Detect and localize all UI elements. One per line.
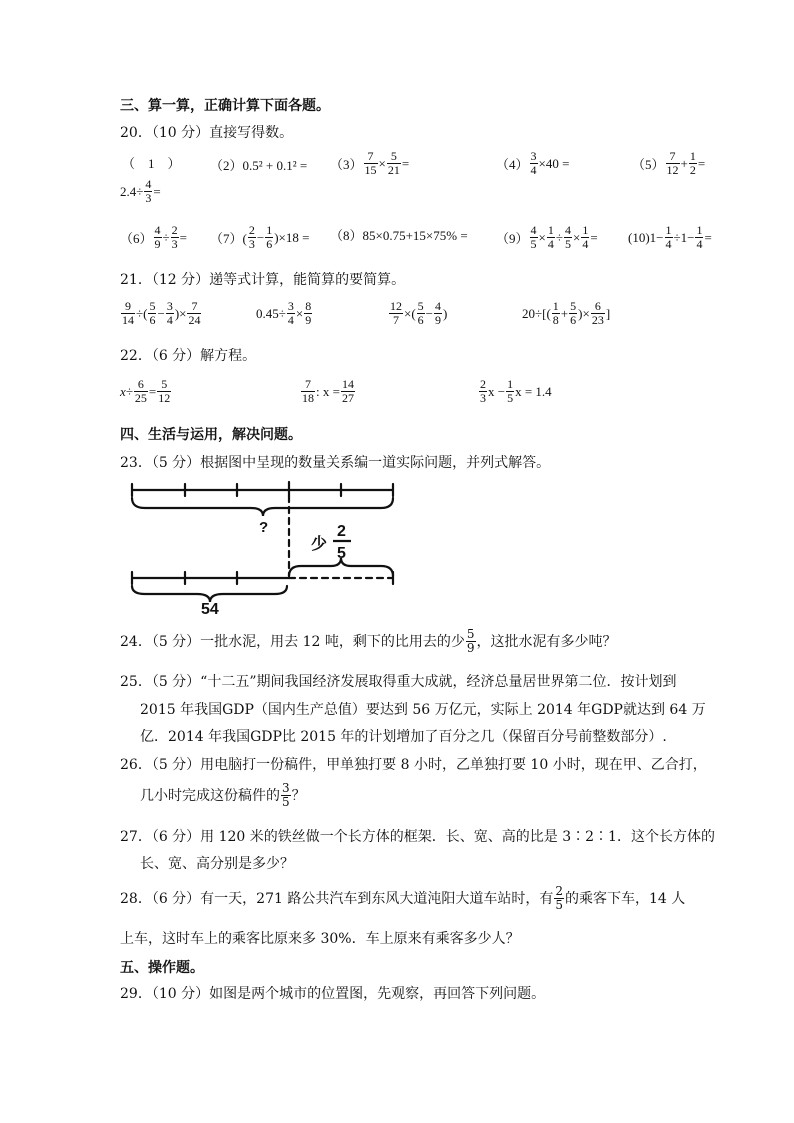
- fraction: $\frac{3}{4}$: [166, 299, 173, 327]
- q25-line2: 2015 年我国GDP（国内生产总值）要达到 56 万亿元，实际上 2014 年GDP就达到 64 万: [140, 702, 706, 718]
- label: （8）: [330, 228, 363, 243]
- label: （5）: [632, 157, 665, 172]
- label: （7）(: [210, 231, 247, 246]
- fraction: $\frac{4}{3}$: [145, 177, 152, 205]
- fraction: $\frac{7}{24}$: [188, 299, 201, 327]
- operator: =: [148, 383, 157, 399]
- operator: ×(: [404, 305, 416, 321]
- q23-question-mark: ?: [259, 519, 269, 536]
- label: （4）: [496, 157, 529, 172]
- q20-item1-label: （ 1 ）: [122, 156, 181, 171]
- equals: =: [179, 229, 187, 245]
- prefix: 0.45÷: [256, 305, 286, 321]
- q24-text-end: ，这批水泥有多少吨？: [476, 633, 617, 650]
- q27-line1: 27．（6 分）用 120 米的铁丝做一个长方体的框架．长、宽、高的比是 3∶2∶1．这个长方体的: [120, 829, 715, 845]
- q27-line2: 长、宽、高分别是多少？: [140, 856, 294, 872]
- q20-header: 20．（10 分）直接写得数。: [120, 125, 294, 141]
- section-3-title: 三、算一算，正确计算下面各题。: [120, 98, 330, 114]
- fraction: $\frac{1}{4}$: [665, 223, 672, 251]
- q22-eq1: [120, 378, 172, 405]
- q24: [120, 628, 617, 655]
- q20-item8: [330, 225, 468, 244]
- fraction: $\frac{2}{3}$: [248, 223, 255, 251]
- prefix: x÷: [120, 383, 133, 399]
- fraction: $\frac{1}{2}$: [689, 149, 696, 177]
- q23-header: 23．（5 分）根据图中呈现的数量关系编一道实际问题，并列式解答。: [120, 455, 551, 471]
- equals: =: [697, 155, 706, 171]
- equals: =: [704, 229, 712, 245]
- prefix: 20÷[(: [522, 305, 551, 321]
- q23-less-label: 少: [311, 534, 328, 553]
- operator: ×: [295, 305, 304, 321]
- label: (10)1−: [628, 229, 664, 245]
- expression: 85×0.75+15×75% =: [362, 228, 468, 243]
- q24-text: 24．（5 分）一批水泥，用去 12 吨，剩下的比用去的少: [120, 633, 465, 650]
- label: （6）: [120, 231, 153, 246]
- fraction: $\frac{5}{12}$: [158, 377, 171, 405]
- fraction: $\frac{4}{5}$: [530, 223, 537, 251]
- fraction: $\frac{1}{5}$: [507, 377, 514, 405]
- q20-item4: [496, 150, 569, 177]
- equals: =: [401, 155, 410, 171]
- q22-eq2: [300, 378, 356, 405]
- fraction: $\frac{3}{4}$: [530, 149, 537, 177]
- q25-line3: 亿．2014 年我国GDP比 2015 年的计划增加了百分之几（保留百分号前整数部分）.: [140, 729, 667, 745]
- top-brace: [132, 498, 393, 516]
- operator: ]: [605, 305, 611, 321]
- q25-line1: 25．（5 分）“十二五”期间我国经济发展取得重大成就，经济总量居世界第二位．按计划到: [120, 674, 677, 690]
- q21-expr2: [256, 300, 313, 327]
- operator: ×: [573, 229, 581, 245]
- q21-header: 21．（12 分）递等式计算，能简算的要简算。: [120, 272, 406, 288]
- fraction: $\frac{7}{18}$: [302, 377, 314, 405]
- fraction: $\frac{2}{3}$: [171, 223, 178, 251]
- q26-line2: [140, 782, 306, 809]
- fraction: $\frac{12}{7}$: [390, 299, 402, 327]
- bottom-brace: [132, 586, 287, 602]
- q29-header: 29．（10 分）如图是两个城市的位置图，先观察，再回答下列问题。: [120, 986, 546, 1002]
- q20-item1-pre: 2.4÷: [120, 183, 144, 199]
- q20-item5: [632, 150, 705, 177]
- fraction: $\frac{5}{6}$: [570, 299, 577, 327]
- q22-eq3: [478, 378, 552, 405]
- q23-frac-num: 2: [337, 523, 346, 540]
- fraction: $\frac{6}{25}$: [134, 377, 147, 405]
- fraction: $\frac{5}{21}$: [387, 149, 400, 177]
- fraction: $\frac{9}{14}$: [122, 299, 134, 327]
- operator: ÷: [555, 229, 563, 245]
- fraction: $\frac{6}{23}$: [591, 299, 604, 327]
- equals: =: [153, 183, 161, 199]
- q22-header: 22．（6 分）解方程。: [120, 348, 257, 364]
- operator: : x =: [316, 383, 340, 399]
- q28-line1: [120, 885, 685, 912]
- fraction: $\frac{2}{5}$: [555, 884, 563, 912]
- fraction: $\frac{14}{27}$: [341, 377, 354, 405]
- q20-item1: [120, 178, 161, 205]
- operator: )×: [174, 305, 187, 321]
- operator: x = 1.4: [515, 383, 552, 399]
- fraction: $\frac{5}{6}$: [417, 299, 424, 327]
- q20-item6: [120, 224, 187, 251]
- operator: )×: [578, 305, 590, 321]
- q21-expr4: [522, 300, 610, 327]
- operator: −: [425, 305, 434, 321]
- operator: +: [680, 155, 688, 171]
- q20-item10: [628, 224, 712, 251]
- fraction: $\frac{2}{3}$: [480, 377, 486, 405]
- equals: =: [590, 229, 598, 245]
- operator: −: [157, 305, 165, 321]
- q20-item2-expr: 0.5² + 0.1² =: [242, 158, 308, 173]
- q28-text: 28．（6 分）有一天，271 路公共汽车到东风大道沌阳大道车站时，有: [120, 890, 554, 907]
- operator: ÷: [162, 229, 170, 245]
- q28-line2: 上车，这时车上的乘客比原来多 30%．车上原来有乘客多少人？: [120, 931, 520, 947]
- fraction: $\frac{5}{6}$: [149, 299, 156, 327]
- fraction: $\frac{8}{9}$: [305, 299, 312, 327]
- operator: +: [560, 305, 569, 321]
- operator: ×: [378, 155, 386, 171]
- label: （3）: [330, 157, 363, 172]
- q20-item9: [496, 224, 598, 251]
- operator: ÷(: [136, 305, 148, 321]
- q23-frac-den: 5: [337, 545, 346, 562]
- fraction: $\frac{1}{6}$: [266, 223, 273, 251]
- fraction: $\frac{1}{4}$: [582, 223, 589, 251]
- operator: ×: [538, 229, 546, 245]
- fraction: $\frac{4}{5}$: [565, 223, 571, 251]
- fraction: $\frac{5}{9}$: [466, 627, 475, 655]
- operator: ÷1−: [673, 229, 695, 245]
- fraction: $\frac{3}{4}$: [287, 299, 294, 327]
- fraction: $\frac{4}{9}$: [154, 223, 161, 251]
- q23-bottom-label: 54: [201, 601, 219, 618]
- fraction: $\frac{7}{12}$: [666, 149, 679, 177]
- q20-item7: [210, 224, 309, 251]
- operator: ×40 =: [538, 155, 570, 171]
- fraction: $\frac{3}{5}$: [282, 781, 290, 809]
- operator: −: [256, 229, 265, 245]
- operator: ): [443, 305, 448, 321]
- fraction: $\frac{4}{9}$: [435, 299, 442, 327]
- operator: )×18 =: [274, 229, 310, 245]
- q28-text-end: 的乘客下车，14 人: [564, 890, 686, 907]
- operator: x −: [488, 383, 506, 399]
- fraction: $\frac{1}{4}$: [547, 223, 554, 251]
- q21-expr1: [120, 300, 202, 327]
- q20-item3: [330, 150, 409, 177]
- fraction: $\frac{1}{8}$: [552, 299, 559, 327]
- fraction: $\frac{1}{4}$: [696, 223, 703, 251]
- q26-text-end: ？: [291, 787, 306, 804]
- q21-expr3: [388, 300, 447, 327]
- section-4-title: 四、生活与运用，解决问题。: [120, 427, 302, 443]
- q26-line1: 26．（5 分）用电脑打一份稿件，甲单独打要 8 小时，乙单独打要 10 小时，现在甲、乙合打，: [120, 757, 707, 773]
- q20-item2: [210, 155, 307, 174]
- q23-line-diagram: [125, 480, 405, 620]
- q26-text: 几小时完成这份稿件的: [140, 787, 280, 804]
- fraction: $\frac{7}{15}$: [364, 149, 377, 177]
- label: （9）: [496, 231, 529, 246]
- q20-item2-label: （2）: [210, 158, 243, 173]
- section-5-title: 五、操作题。: [120, 960, 204, 976]
